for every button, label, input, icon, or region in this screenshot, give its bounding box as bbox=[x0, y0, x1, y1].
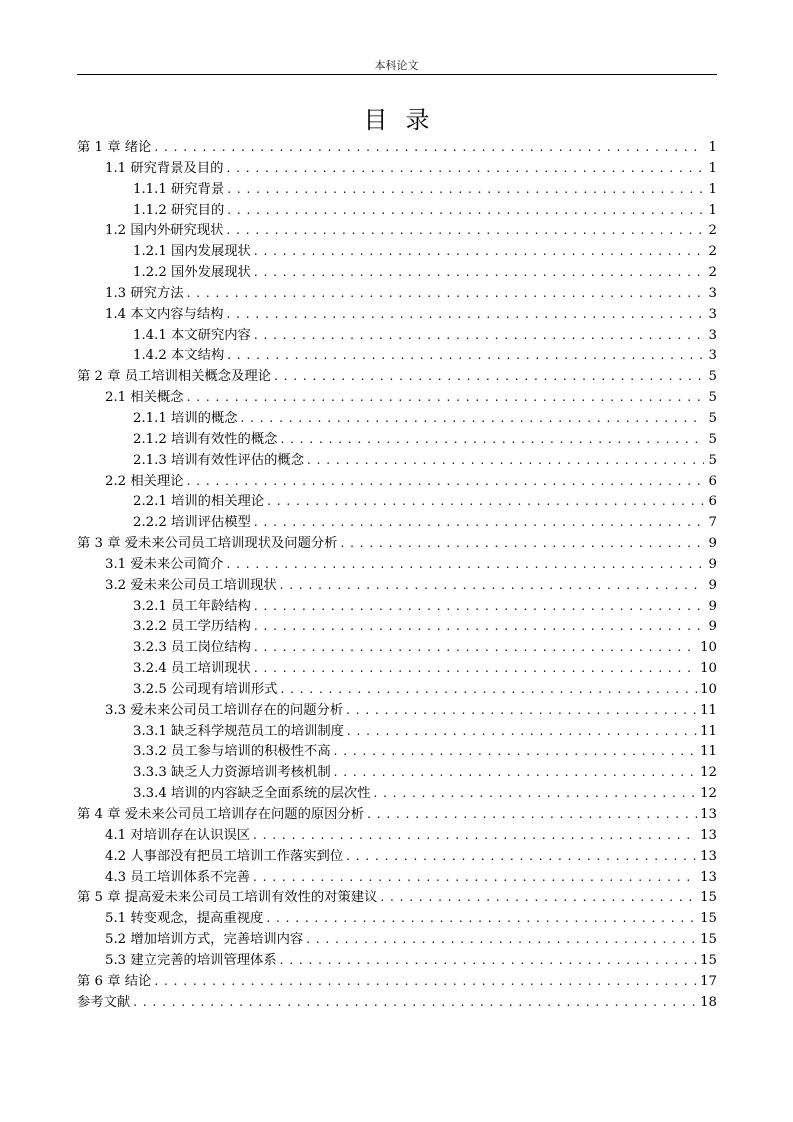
toc-entry-page-number: 18 bbox=[700, 994, 717, 1010]
dot-leader bbox=[226, 304, 704, 325]
toc-entry-label: 3.3 爱未来公司员工培训存在的问题分析 bbox=[105, 702, 344, 718]
toc-entry-label: 第 2 章 员工培训相关概念及理论 bbox=[77, 369, 271, 385]
toc-entry-label: 5.1 转变观念，提高重视度 bbox=[105, 911, 264, 927]
toc-entry[interactable] bbox=[77, 637, 717, 658]
header-rule bbox=[77, 74, 717, 75]
dot-leader bbox=[280, 575, 704, 596]
toc-entry[interactable] bbox=[77, 700, 717, 721]
dot-leader bbox=[380, 887, 697, 908]
toc-entry[interactable] bbox=[77, 429, 717, 450]
toc-entry-page-number: 7 bbox=[708, 515, 717, 531]
toc-entry-label: 1.1.2 研究目的 bbox=[133, 202, 225, 218]
toc-entry-page-number: 11 bbox=[700, 744, 717, 760]
toc-entry-page-number: 15 bbox=[700, 952, 717, 968]
dot-leader bbox=[154, 137, 704, 158]
toc-entry[interactable] bbox=[77, 491, 717, 512]
toc-entry-label: 1.2 国内外研究现状 bbox=[105, 223, 224, 239]
toc-entry-label: 3.2.3 员工岗位结构 bbox=[133, 640, 251, 656]
toc-entry-label: 2.2.1 培训的相关理论 bbox=[133, 494, 265, 510]
toc-entry-page-number: 5 bbox=[708, 410, 717, 426]
toc-entry-label: 第 3 章 爱未来公司员工培训现状及问题分析 bbox=[77, 536, 338, 552]
toc-entry[interactable] bbox=[77, 762, 717, 783]
toc-entry-label: 第 4 章 爱未来公司员工培训存在问题的原因分析 bbox=[77, 807, 365, 822]
toc-entry-label: 3.3.3 缺乏人力资源培训考核机制 bbox=[133, 765, 331, 781]
toc-entry[interactable] bbox=[77, 825, 717, 846]
dot-leader bbox=[254, 637, 697, 658]
toc-entry[interactable] bbox=[77, 408, 717, 429]
toc-entry[interactable] bbox=[77, 450, 717, 471]
toc-entry-label: 2.2.2 培训评估模型 bbox=[133, 515, 251, 531]
dot-leader bbox=[253, 825, 697, 846]
toc-entry[interactable] bbox=[77, 554, 717, 575]
toc-entry-label: 3.3.1 缺乏科学规范员工的培训制度 bbox=[133, 723, 344, 739]
toc-entry[interactable] bbox=[77, 658, 717, 679]
toc-entry-label: 2.1.2 培训有效性的概念 bbox=[133, 431, 278, 447]
dot-leader bbox=[254, 512, 704, 533]
toc-entry-page-number: 15 bbox=[700, 890, 717, 906]
toc-entry[interactable] bbox=[77, 241, 717, 262]
toc-entry[interactable] bbox=[77, 533, 717, 554]
toc-entry-label: 3.2.2 员工学历结构 bbox=[133, 619, 251, 635]
toc-entry-label: 4.3 员工培训体系不完善 bbox=[105, 869, 251, 885]
toc-entry-label: 3.3.4 培训的内容缺乏全面系统的层次性 bbox=[133, 786, 371, 802]
toc-entry[interactable] bbox=[77, 992, 717, 1013]
toc-entry[interactable] bbox=[77, 471, 717, 492]
dot-leader bbox=[267, 491, 704, 512]
toc-entry[interactable] bbox=[77, 179, 717, 200]
dot-leader bbox=[254, 241, 704, 262]
toc-entry[interactable] bbox=[77, 325, 717, 346]
dot-leader bbox=[187, 387, 704, 408]
toc-entry-page-number: 9 bbox=[708, 598, 717, 614]
toc-entry-page-number: 2 bbox=[708, 265, 717, 281]
dot-leader bbox=[254, 658, 697, 679]
toc-entry-label: 4.2 人事部没有把员工培训工作落实到位 bbox=[105, 848, 344, 864]
toc-entry-page-number: 3 bbox=[708, 306, 717, 322]
dot-leader bbox=[280, 950, 697, 971]
dot-leader bbox=[253, 867, 697, 888]
toc-entry[interactable] bbox=[77, 971, 717, 992]
toc-entry-label: 3.2 爱未来公司员工培训现状 bbox=[105, 577, 277, 593]
dot-leader bbox=[274, 366, 704, 387]
toc-entry-page-number: 9 bbox=[708, 536, 717, 552]
toc-entry-page-number: 9 bbox=[708, 577, 717, 593]
dot-leader bbox=[307, 450, 704, 471]
page-title: 目录 bbox=[363, 106, 448, 134]
toc-entry-label: 3.3.2 员工参与培训的积极性不高 bbox=[133, 744, 331, 760]
dot-leader bbox=[346, 700, 697, 721]
toc-entry-label: 1.4 本文内容与结构 bbox=[105, 306, 224, 322]
toc-entry-page-number: 5 bbox=[708, 390, 717, 406]
toc-entry-page-number: 6 bbox=[708, 494, 717, 510]
toc-entry[interactable] bbox=[77, 220, 717, 241]
toc-entry-page-number: 1 bbox=[708, 140, 717, 155]
toc-entry[interactable] bbox=[77, 345, 717, 366]
toc-entry-page-number: 2 bbox=[708, 223, 717, 239]
toc-entry-page-number: 9 bbox=[708, 556, 717, 572]
toc-entry-page-number: 1 bbox=[708, 160, 717, 176]
toc-entry-page-number: 5 bbox=[708, 369, 717, 385]
dot-leader bbox=[367, 804, 697, 825]
toc-entry[interactable] bbox=[77, 783, 717, 804]
toc-entry-page-number: 13 bbox=[700, 869, 717, 885]
toc-entry-page-number: 13 bbox=[700, 807, 717, 822]
toc-entry[interactable] bbox=[77, 262, 717, 283]
toc-entry[interactable] bbox=[77, 950, 717, 971]
toc-entry-label: 1.2.2 国外发展现状 bbox=[133, 265, 251, 281]
toc-entry[interactable] bbox=[77, 283, 717, 304]
toc-entry[interactable] bbox=[77, 887, 717, 908]
toc-entry[interactable] bbox=[77, 158, 717, 179]
dot-leader bbox=[280, 429, 704, 450]
dot-leader bbox=[241, 408, 704, 429]
toc-entry-label: 1.1.1 研究背景 bbox=[133, 181, 225, 197]
toc-entry-page-number: 1 bbox=[708, 202, 717, 218]
dot-leader bbox=[254, 262, 704, 283]
toc-entry-page-number: 11 bbox=[700, 723, 717, 739]
toc-entry-page-number: 2 bbox=[708, 244, 717, 260]
toc-entry-label: 3.2.5 公司现有培训形式 bbox=[133, 681, 278, 697]
toc-entry-page-number: 11 bbox=[700, 702, 717, 718]
toc-entry-label: 第 5 章 提高爱未来公司员工培训有效性的对策建议 bbox=[77, 890, 378, 906]
toc-entry-label: 参考文献 bbox=[77, 994, 131, 1010]
toc-entry[interactable] bbox=[77, 304, 717, 325]
toc-entry-label: 2.2 相关理论 bbox=[105, 473, 184, 489]
toc-entry[interactable] bbox=[77, 741, 717, 762]
toc-entry-page-number: 13 bbox=[700, 848, 717, 864]
toc-entry-label: 5.3 建立完善的培训管理体系 bbox=[105, 952, 277, 968]
dot-leader bbox=[347, 721, 697, 742]
toc-entry[interactable] bbox=[77, 679, 717, 700]
toc-entry-label: 2.1.1 培训的概念 bbox=[133, 410, 238, 426]
dot-leader bbox=[254, 325, 704, 346]
dot-leader bbox=[266, 908, 697, 929]
toc-entry-page-number: 13 bbox=[700, 827, 717, 843]
dot-leader bbox=[226, 220, 704, 241]
toc-entry-page-number: 10 bbox=[700, 640, 717, 656]
dot-leader bbox=[306, 929, 697, 950]
toc-entry[interactable] bbox=[77, 929, 717, 950]
dot-leader bbox=[227, 179, 704, 200]
toc-entry-label: 3.1 爱未来公司简介 bbox=[105, 556, 224, 572]
toc-entry-label: 1.2.1 国内发展现状 bbox=[133, 244, 251, 260]
dot-leader bbox=[254, 596, 704, 617]
toc-entry-label: 第 1 章 绪论 bbox=[77, 140, 152, 155]
toc-entry[interactable] bbox=[77, 804, 717, 825]
toc-entry-page-number: 15 bbox=[700, 932, 717, 948]
toc-entry-label: 2.1 相关概念 bbox=[105, 390, 184, 406]
toc-entry-label: 1.4.2 本文结构 bbox=[133, 348, 225, 364]
dot-leader bbox=[187, 283, 704, 304]
toc-entry-label: 3.2.1 员工年龄结构 bbox=[133, 598, 251, 614]
dot-leader bbox=[334, 741, 697, 762]
dot-leader bbox=[227, 345, 704, 366]
dot-leader bbox=[346, 846, 697, 867]
running-header: 本科论文 bbox=[374, 59, 419, 72]
toc-entry-page-number: 3 bbox=[708, 327, 717, 343]
table-of-contents bbox=[77, 137, 717, 1012]
toc-entry-page-number: 5 bbox=[708, 452, 717, 468]
toc-entry[interactable] bbox=[77, 575, 717, 596]
toc-entry-page-number: 3 bbox=[708, 348, 717, 364]
toc-entry-label: 4.1 对培训存在认识误区 bbox=[105, 827, 251, 843]
dot-leader bbox=[340, 533, 704, 554]
dot-leader bbox=[187, 471, 704, 492]
toc-entry-label: 3.2.4 员工培训现状 bbox=[133, 661, 251, 677]
toc-entry-page-number: 15 bbox=[700, 911, 717, 927]
toc-entry[interactable] bbox=[77, 596, 717, 617]
toc-entry-label: 1.1 研究背景及目的 bbox=[105, 160, 224, 176]
toc-entry[interactable] bbox=[77, 387, 717, 408]
toc-entry-label: 第 6 章 结论 bbox=[77, 973, 152, 989]
toc-entry-page-number: 6 bbox=[708, 473, 717, 489]
toc-entry-label: 1.3 研究方法 bbox=[105, 285, 184, 301]
toc-entry-label: 1.4.1 本文研究内容 bbox=[133, 327, 251, 343]
toc-entry[interactable] bbox=[77, 512, 717, 533]
dot-leader bbox=[334, 762, 697, 783]
dot-leader bbox=[226, 158, 704, 179]
toc-entry-page-number: 3 bbox=[708, 285, 717, 301]
toc-entry[interactable] bbox=[77, 867, 717, 888]
toc-entry[interactable] bbox=[77, 908, 717, 929]
toc-entry-page-number: 17 bbox=[700, 973, 717, 989]
dot-leader bbox=[280, 679, 697, 700]
toc-entry-label: 2.1.3 培训有效性评估的概念 bbox=[133, 452, 305, 468]
toc-entry-page-number: 5 bbox=[708, 431, 717, 447]
toc-entry[interactable] bbox=[77, 616, 717, 637]
toc-entry-page-number: 12 bbox=[700, 765, 717, 781]
toc-entry-label: 5.2 增加培训方式，完善培训内容 bbox=[105, 932, 304, 948]
toc-entry[interactable] bbox=[77, 846, 717, 867]
toc-entry-page-number: 10 bbox=[700, 661, 717, 677]
toc-entry-page-number: 1 bbox=[708, 181, 717, 197]
dot-leader bbox=[154, 971, 697, 992]
toc-entry-page-number: 9 bbox=[708, 619, 717, 635]
dot-leader bbox=[254, 616, 704, 637]
toc-entry[interactable] bbox=[77, 366, 717, 387]
toc-entry[interactable] bbox=[77, 137, 717, 158]
toc-entry-page-number: 10 bbox=[700, 681, 717, 697]
dot-leader bbox=[227, 200, 704, 221]
dot-leader bbox=[226, 554, 704, 575]
toc-entry[interactable] bbox=[77, 200, 717, 221]
dot-leader bbox=[133, 992, 697, 1013]
toc-entry[interactable] bbox=[77, 721, 717, 742]
dot-leader bbox=[374, 783, 698, 804]
toc-entry-page-number: 12 bbox=[700, 786, 717, 802]
